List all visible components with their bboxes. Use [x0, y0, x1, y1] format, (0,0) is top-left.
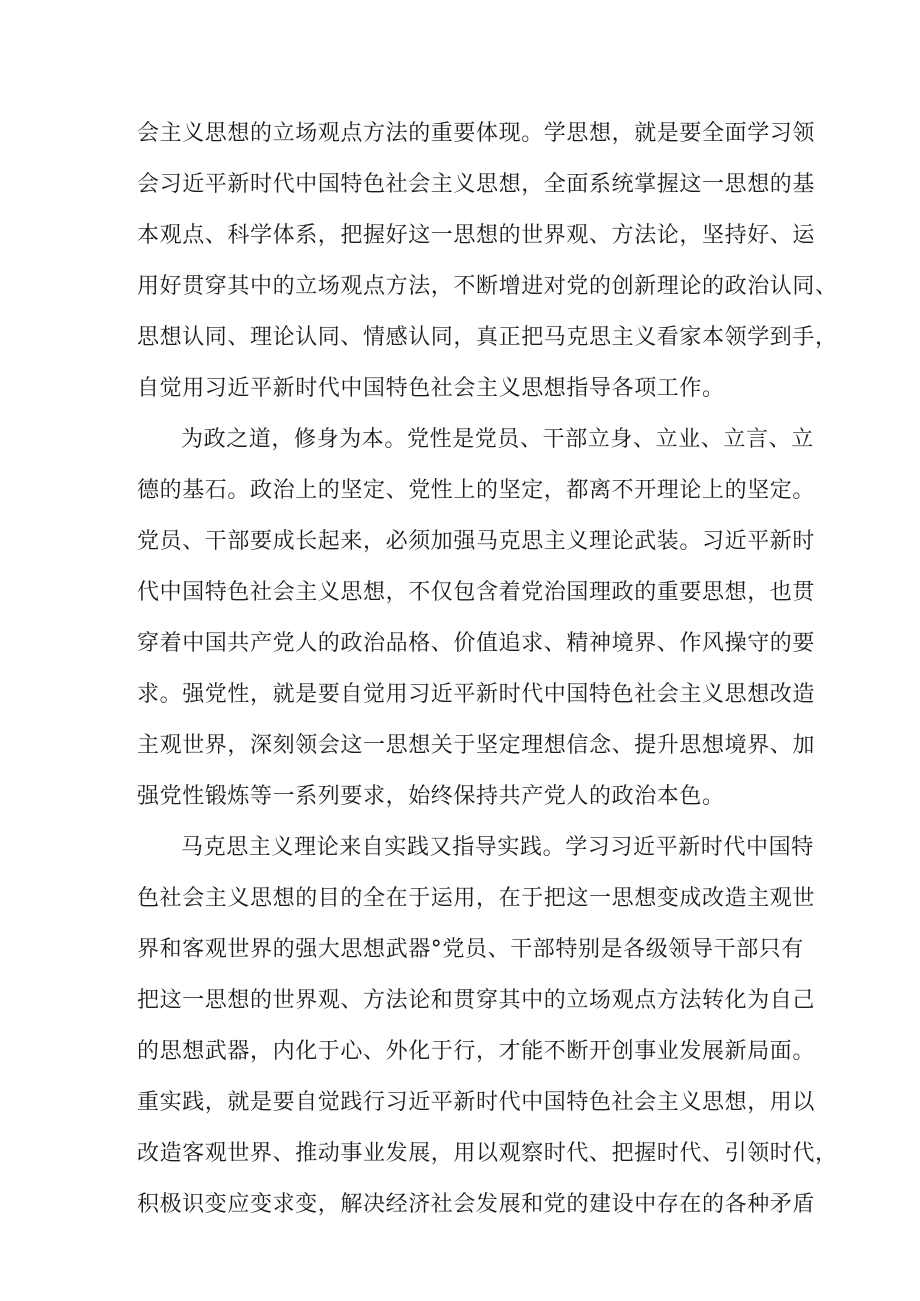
paragraph-1-line-5: 思想认同、理论认同、情感认同，真正把马克思主义看家本领学到手， [137, 325, 838, 350]
paragraph-3-line-5: 的思想武器，内化于心、外化于行，才能不断开创事业发展新局面。 [137, 1039, 816, 1064]
paragraph-2-line-6: 求。强党性，就是要自觉用习近平新时代中国特色社会主义思想改造 [137, 682, 816, 707]
paragraph-2-line-3: 党员、干部要成长起来，必须加强马克思主义理论武装。习近平新时 [137, 529, 816, 554]
paragraph-2-line-7: 主观世界，深刻领会这一思想关于坚定理想信念、提升思想境界、加 [137, 733, 816, 758]
paragraph-2-line-1: 为政之道，修身为本。党性是党员、干部立身、立业、立言、立 [181, 427, 814, 452]
paragraph-3-line-4: 把这一思想的世界观、方法论和贯穿其中的立场观点方法转化为自己 [137, 988, 816, 1013]
paragraph-2-line-2: 德的基石。政治上的坚定、党性上的坚定，都离不开理论上的坚定。 [137, 478, 816, 503]
paragraph-2-line-5: 穿着中国共产党人的政治品格、价值追求、精神境界、作风操守的要 [137, 631, 816, 656]
paragraph-1-line-1: 会主义思想的立场观点方法的重要体现。学思想，就是要全面学习领 [137, 121, 816, 146]
paragraph-2-line-4: 代中国特色社会主义思想，不仅包含着党治国理政的重要思想，也贯 [137, 580, 816, 605]
paragraph-3-line-6: 重实践，就是要自觉践行习近平新时代中国特色社会主义思想，用以 [137, 1090, 816, 1115]
paragraph-1-line-2: 会习近平新时代中国特色社会主义思想，全面系统掌握这一思想的基 [137, 172, 816, 197]
paragraph-3-line-8: 积极识变应变求变，解决经济社会发展和党的建设中存在的各种矛盾 [137, 1192, 816, 1217]
paragraph-3-line-7: 改造客观世界、推动事业发展，用以观察时代、把握时代、引领时代， [137, 1141, 838, 1166]
paragraph-1-line-6: 自觉用习近平新时代中国特色社会主义思想指导各项工作。 [137, 376, 725, 401]
paragraph-1-line-3: 本观点、科学体系，把握好这一思想的世界观、方法论，坚持好、运 [137, 223, 816, 248]
paragraph-3-line-1: 马克思主义理论来自实践又指导实践。学习习近平新时代中国特 [181, 835, 814, 860]
paragraph-3-line-2: 色社会主义思想的目的全在于运用，在于把这一思想变成改造主观世 [137, 886, 816, 911]
paragraph-2-line-8: 强党性锻炼等一系列要求，始终保持共产党人的政治本色。 [137, 784, 725, 809]
body-text [137, 108, 838, 1230]
paragraph-3-line-3: 界和客观世界的强大思想武器°党员、干部特别是各级领导干部只有 [137, 937, 805, 962]
paragraph-1-line-4: 用好贯穿其中的立场观点方法，不断增进对党的创新理论的政治认同、 [137, 274, 838, 299]
